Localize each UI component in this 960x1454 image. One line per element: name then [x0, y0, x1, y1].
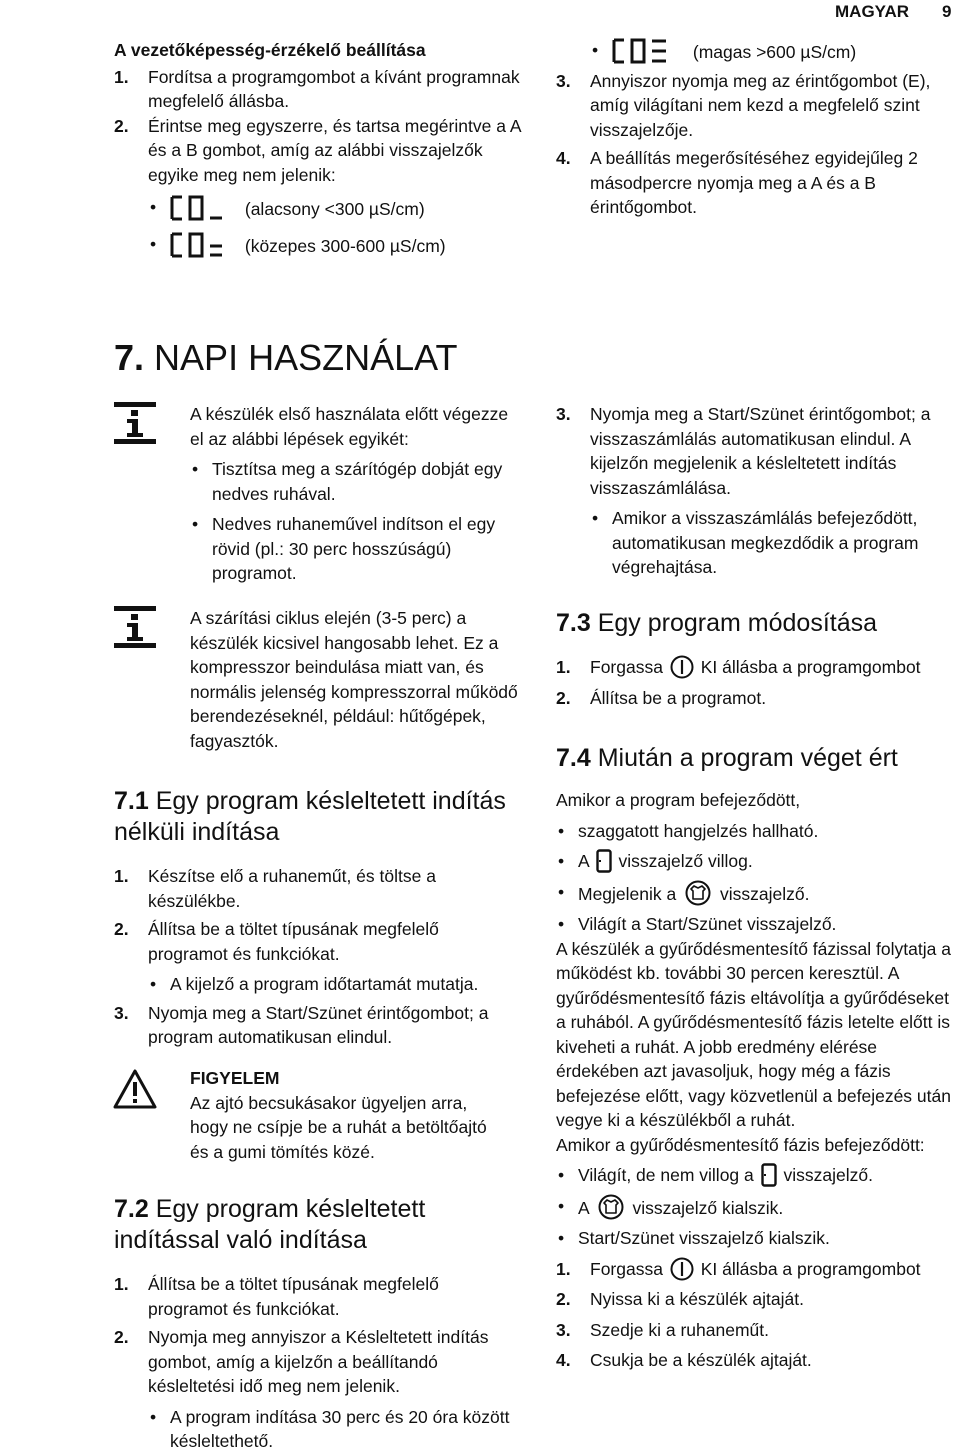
list-item: • szaggatott hangjelzés hallható.	[556, 819, 960, 844]
list-item: • Nedves ruhaneművel indítson el egy rövid (pl.: 30 perc hosszúságú) programot.	[190, 512, 520, 586]
step: 3. Nyomja meg a Start/Szünet érintőgombot; a visszaszámlálás automatikusan elindul. A kijelzőn megjelenik a késleltetett indítás visszaszámlálása.	[556, 404, 931, 498]
list-item: • Világít, de nem villog a visszajelző.	[556, 1163, 960, 1188]
page-number: 9	[942, 2, 952, 21]
step: 1. Készítse elő a ruhaneműt, és töltse a készülékbe.	[114, 866, 436, 911]
intro-left	[114, 38, 522, 258]
section-heading: 7.2 Egy program késleltetett indítással való indítása	[114, 1195, 426, 1254]
step: 1. Forgassa KI állásba a programgombot	[556, 1258, 921, 1279]
section-7-2-continued	[556, 402, 956, 580]
list-item: • A visszajelző villog.	[556, 849, 960, 874]
section-heading: 7.4 Miután a program véget ért	[556, 744, 898, 772]
lcd-co-medium-icon	[170, 232, 224, 258]
step: 4. A beállítás megerősítéséhez egyidejűleg 2 másodpercre nyomja meg a A és a B érintőgombot.	[556, 148, 918, 217]
section-title: A vezetőképesség-érzékelő beállítása	[114, 40, 426, 60]
list-item: • Start/Szünet visszajelző kialszik.	[556, 1226, 960, 1251]
step: 3. Szedje ki a ruhaneműt.	[556, 1319, 769, 1340]
door-icon	[596, 849, 612, 873]
intro-right	[556, 38, 956, 220]
info-icon	[114, 402, 156, 444]
anti-crease-icon	[683, 880, 713, 906]
power-icon	[670, 1257, 694, 1281]
info-note-1: A készülék első használata előtt végezze el az alábbi lépések egyikét: • Tisztítsa meg a szárítógép dobját egy nedves ruhával. • Nedves ruhaneművel indítson el egy rövid (pl.: 30 perc hosszúságú) programot.	[190, 402, 520, 586]
info-note-2: A szárítási ciklus elején (3-5 perc) a készülék kicsivel hangosabb lehet. Ez a kompresszor beindulása miatt van, és normális jelenség kompresszorral működő berendezéseknél, például: hűtőgépek, fagyasztók.	[190, 608, 518, 751]
warning-text: Az ajtó becsukásakor ügyeljen arra, hogy ne csípje be a ruhát a betöltőajtó és a gumi tömítés közé.	[190, 1092, 487, 1162]
step: 2. Állítsa be a töltet típusának megfelelő programot és funkciókat.	[114, 919, 439, 964]
step: 2. Nyomja meg annyiszor a Késleltetett indítás gombot, amíg a kijelzőn a beállítandó késleltetési idő meg nem jelenik.	[114, 1327, 489, 1396]
list-item: • A program indítása 30 perc és 20 óra között késleltethető.	[148, 1405, 522, 1454]
list-item: • (magas >600 µS/cm)	[590, 38, 956, 65]
step: 3. Nyomja meg a Start/Szünet érintőgombot; a program automatikusan elindul.	[114, 1002, 489, 1047]
paragraph: Amikor a gyűrődésmentesítő fázis befejeződött:	[556, 1134, 925, 1155]
step: 2. Állítsa be a programot.	[556, 687, 767, 708]
section-7-4	[556, 743, 960, 1373]
step: 1. Fordítsa a programgombot a kívánt programnak megfelelő állásba.	[114, 66, 520, 111]
lcd-co-low-icon	[170, 195, 224, 221]
lcd-co-high-icon	[612, 38, 672, 64]
section-7-3	[556, 608, 956, 710]
power-icon	[670, 655, 694, 679]
warning-icon	[112, 1068, 158, 1110]
step: 2. Nyissa ki a készülék ajtaját.	[556, 1289, 804, 1309]
header-language: MAGYAR	[835, 2, 909, 21]
list-item: • (közepes 300-600 µS/cm)	[148, 232, 522, 259]
list-item: • Amikor a visszaszámlálás befejeződött, automatikusan megkezdődik a program végrehajtása.	[590, 506, 956, 580]
door-icon	[761, 1163, 777, 1187]
warning-note	[190, 1066, 510, 1164]
step: 1. Állítsa be a töltet típusának megfelelő programot és funkciókat.	[114, 1274, 439, 1319]
anti-crease-icon	[596, 1194, 626, 1220]
list-item: • A visszajelző kialszik.	[556, 1194, 960, 1221]
list-item: • A kijelző a program időtartamát mutatja.	[148, 972, 522, 997]
step: 3. Annyiszor nyomja meg az érintőgombot (E), amíg világítani nem kezd a megfelelő szint visszajelzője.	[556, 70, 931, 140]
section-heading: 7.1 Egy program késleltetett indítás nélküli indítása	[114, 787, 506, 846]
step: 2. Érintse meg egyszerre, és tartsa megérintve a A és a B gombot, amíg az alábbi visszajelzők egyike meg nem jelenik:	[114, 115, 521, 185]
step: 4. Csukja be a készülék ajtaját.	[556, 1350, 812, 1370]
paragraph: Amikor a program befejeződött,	[556, 790, 801, 810]
section-7-1	[114, 786, 522, 1050]
warning-title: FIGYELEM	[190, 1068, 280, 1088]
info-icon	[114, 606, 156, 648]
chapter-title: 7. NAPI HASZNÁLAT	[114, 337, 458, 378]
list-item: • Megjelenik a visszajelző.	[556, 880, 960, 907]
section-7-2	[114, 1194, 522, 1454]
section-heading: 7.3 Egy program módosítása	[556, 609, 878, 637]
list-item: • Világít a Start/Szünet visszajelző.	[556, 912, 960, 937]
step: 1. Forgassa KI állásba a programgombot	[556, 657, 921, 677]
paragraph: A készülék a gyűrődésmentesítő fázissal folytatja a működést kb. további 30 percen keresztül. A gyűrődésmentesítő fázis eltávolítja a gyűrődéseket a ruhából. A gyűrődésmentesítő fázis letelte előtt is kiveheti a ruhát. A jobb eredmény elérése érdekében azt javasoljuk, hogy még a fázis befejezése előtt, vagy közvetlenül a befejezés után vegye ki a készülékből a ruhát.	[556, 938, 951, 1130]
list-item: • (alacsony <300 µS/cm)	[148, 195, 522, 222]
list-item: • Tisztítsa meg a szárítógép dobját egy nedves ruhával.	[190, 457, 520, 506]
